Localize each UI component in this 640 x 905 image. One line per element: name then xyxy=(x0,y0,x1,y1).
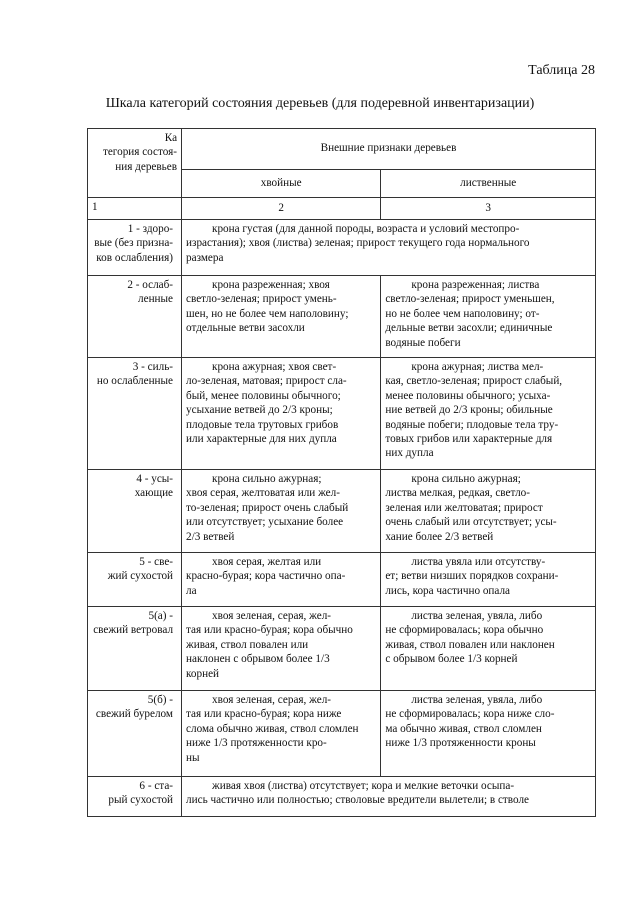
deciduous-cell: листва увяла или отсутству- ет; ветви низших порядков сохрани- лись, кора частично опала xyxy=(381,553,596,607)
column-number-3: 3 xyxy=(381,198,596,220)
category-cell: 5(б) - свежий бурелом xyxy=(88,691,182,777)
conifer-header: хвойные xyxy=(182,170,381,198)
category-cell: 5 - све- жий сухостой xyxy=(88,553,182,607)
deciduous-cell: листва зеленая, увяла, либо не сформировалась; кора ниже сло- ма обычно живая, ствол сломлен ниже 1/3 протяженности кроны xyxy=(381,691,596,777)
signs-header: Внешние признаки деревьев xyxy=(182,129,596,170)
category-cell: 4 - усы- хающие xyxy=(88,470,182,553)
signs-cell: крона густая (для данной породы, возраста и условий местопро- израстания); хвоя (листва) зеленая; прирост текущего года нормального размера xyxy=(182,220,596,276)
table-row xyxy=(88,276,596,358)
deciduous-cell: крона ажурная; листва мел- кая, светло-зеленая; прирост слабый, менее половины обычного; усыха- ние ветвей до 2/3 кроны; обильные водяные побеги; плодовые тела тру- товых грибов или характерные для них дупла xyxy=(381,358,596,470)
deciduous-cell: крона разреженная; листва светло-зеленая; прирост уменьшен, но не более чем наполовину; от- дельные ветви засохли; единичные водяные побеги xyxy=(381,276,596,358)
conifer-cell: крона ажурная; хвоя свет- ло-зеленая, матовая; прирост сла- бый, менее половины обычного; усыхание ветвей до 2/3 кроны; плодовые тела трутовых грибов или характерные для них дупла xyxy=(182,358,381,470)
conifer-cell: крона разреженная; хвоя светло-зеленая; прирост умень- шен, но не более чем наполовину; отдельные ветви засохли xyxy=(182,276,381,358)
table-row xyxy=(88,470,596,553)
table-number: Таблица 28 xyxy=(528,63,595,78)
table-row xyxy=(88,358,596,470)
column-numbers-row xyxy=(88,198,596,220)
table-row xyxy=(88,777,596,817)
conifer-cell: хвоя зеленая, серая, жел- тая или красно-бурая; кора ниже слома обычно живая, ствол сломлен ниже 1/3 протяженности кро- ны xyxy=(182,691,381,777)
deciduous-header: лиственные xyxy=(381,170,596,198)
header-row xyxy=(88,129,596,170)
signs-cell: живая хвоя (листва) отсутствует; кора и мелкие веточки осыпа- лись частично или полностью; стволовые вредители вылетели; в стволе xyxy=(182,777,596,817)
deciduous-cell: крона сильно ажурная; листва мелкая, редкая, светло- зеленая или желтоватая; прирост очень слабый или отсутствует; усы- хание более 2/3 ветвей xyxy=(381,470,596,553)
column-number-1: 1 xyxy=(88,198,182,220)
table-row xyxy=(88,691,596,777)
deciduous-cell: листва зеленая, увяла, либо не сформировалась; кора обычно живая, ствол повален или наклонен с обрывом более 1/3 корней xyxy=(381,607,596,691)
conifer-cell: хвоя зеленая, серая, жел- тая или красно-бурая; кора обычно живая, ствол повален или наклонен с обрывом более 1/3 корней xyxy=(182,607,381,691)
table-row xyxy=(88,607,596,691)
category-cell: 1 - здоро- вые (без призна- ков ослабления) xyxy=(88,220,182,276)
category-cell: 5(а) - свежий ветровал xyxy=(88,607,182,691)
category-header: Ка тегория состоя- ния деревьев xyxy=(88,129,182,198)
category-cell: 6 - ста- рый сухостой xyxy=(88,777,182,817)
category-cell: 2 - ослаб- ленные xyxy=(88,276,182,358)
column-number-2: 2 xyxy=(182,198,381,220)
conifer-cell: хвоя серая, желтая или красно-бурая; кора частично опа- ла xyxy=(182,553,381,607)
table-title: Шкала категорий состояния деревьев (для подеревной инвентаризации) xyxy=(105,96,535,111)
table-row xyxy=(88,220,596,276)
tree-condition-table xyxy=(87,128,596,817)
conifer-cell: крона сильно ажурная; хвоя серая, желтоватая или жел- то-зеленая; прирост очень слабый или отсутствует; усыхание более 2/3 ветвей xyxy=(182,470,381,553)
category-cell: 3 - силь- но ослабленные xyxy=(88,358,182,470)
table-row xyxy=(88,553,596,607)
